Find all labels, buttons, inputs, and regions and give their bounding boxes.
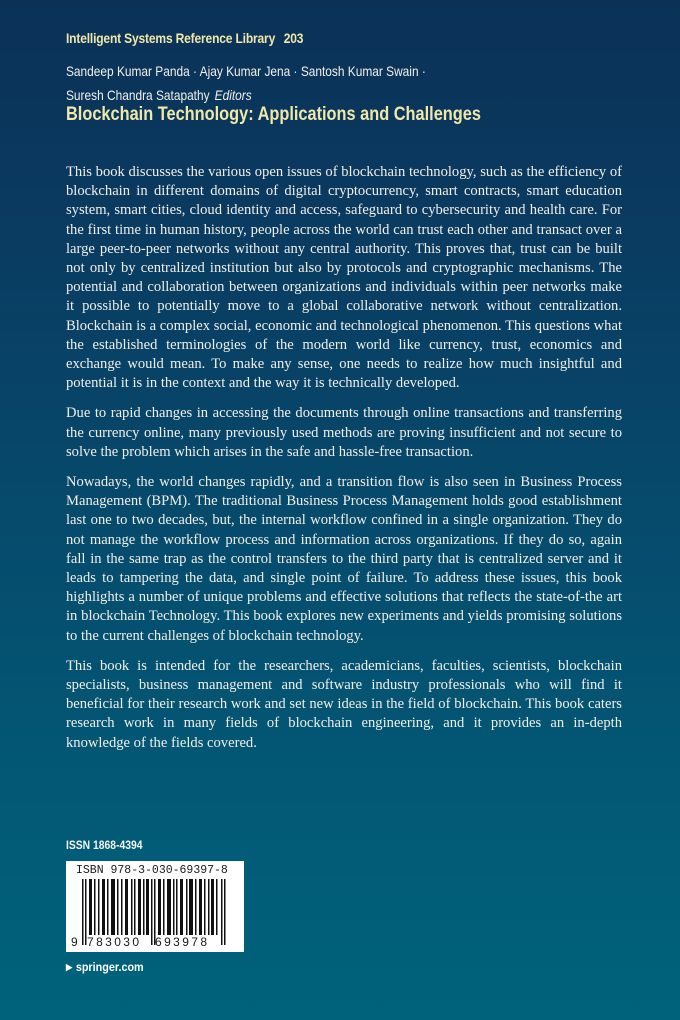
isbn-barcode: [66, 861, 244, 952]
ean-right-group: 693978: [155, 935, 210, 949]
description-paragraph: Due to rapid changes in accessing the documents through online transactions and transferring the currency online, many previously used methods are proving insufficient and not secure to solve the problem which arises in the safe and hassle-free transaction.: [66, 405, 622, 460]
series-heading: [66, 30, 303, 46]
editors-block: [66, 59, 426, 107]
description-paragraph: This book discusses the various open issues of blockchain technology, such as the efficiency of blockchain in different domains of digital cryptocurrency, smart contracts, smart education system, smart cities, cloud identity and access, safeguard to cybersecurity and health care. For the first time in human history, people across the world can trust each other and transact over a large peer-to-peer networks without any central authority. This proves that, trust can be built not only by centralized institution but also by protocols and cryptographic mechanisms. The potential and collaboration between organizations and individuals within peer networks make it possible to potentially move to a global collaborative network without centralization. Blockchain is a complex social, economic and technological phenomenon. This questions what the established terminologies of the modern world like currency, trust, economics and exchange would mean. To make any sense, one needs to realize how much insightful and potential it is in the context and the way it is technically developed.: [66, 164, 622, 392]
description-paragraph: This book is intended for the researchers, academicians, faculties, scientists, blockchain specialists, business management and software industry professionals who will find it beneficial for their research work and set new ideas in the field of blockchain. This book caters research work in many fields of blockchain engineering, and it provides an in-depth knowledge of the fields covered.: [66, 657, 622, 751]
editor-name: Suresh Chandra Satapathy: [66, 87, 210, 103]
editors-line-1: Sandeep Kumar Panda · Ajay Kumar Jena · Santosh Kumar Swain ·: [66, 63, 426, 79]
ean-first-digit: 9: [71, 935, 78, 949]
issn-label: ISSN 1868-4394: [66, 840, 143, 852]
editors-role: Editors: [214, 87, 252, 103]
book-description: [66, 163, 622, 764]
ean-left-group: 783030: [87, 935, 142, 949]
springer-link-text[interactable]: springer.com: [75, 960, 144, 974]
description-paragraph: Nowadays, the world changes rapidly, and a transition flow is also seen in Business Process Management (BPM). The traditional Business Process Management holds good establishment last one to two decades, but, the internal workflow confined in a single organization. They do not manage the workflow process and information across organizations. If they do so, again fall in the same trap as the control transfers to the third party that is centralized server and it leads to tampering the data, and single point of failure. To address these issues, this book highlights a number of unique problems and effective solutions that reflects the state-of-the art in blockchain Technology. This book explores new experiments and yields promising solutions to the current challenges of blockchain technology.: [66, 474, 622, 644]
play-arrow-icon: ▶: [66, 961, 73, 972]
isbn-text: ISBN 978-3-030-69397-8: [76, 864, 228, 877]
series-volume: 203: [283, 30, 304, 46]
book-title: Blockchain Technology: Applications and Challenges: [66, 104, 481, 125]
springer-link[interactable]: [66, 960, 144, 974]
series-name: Intelligent Systems Reference Library: [66, 30, 276, 46]
